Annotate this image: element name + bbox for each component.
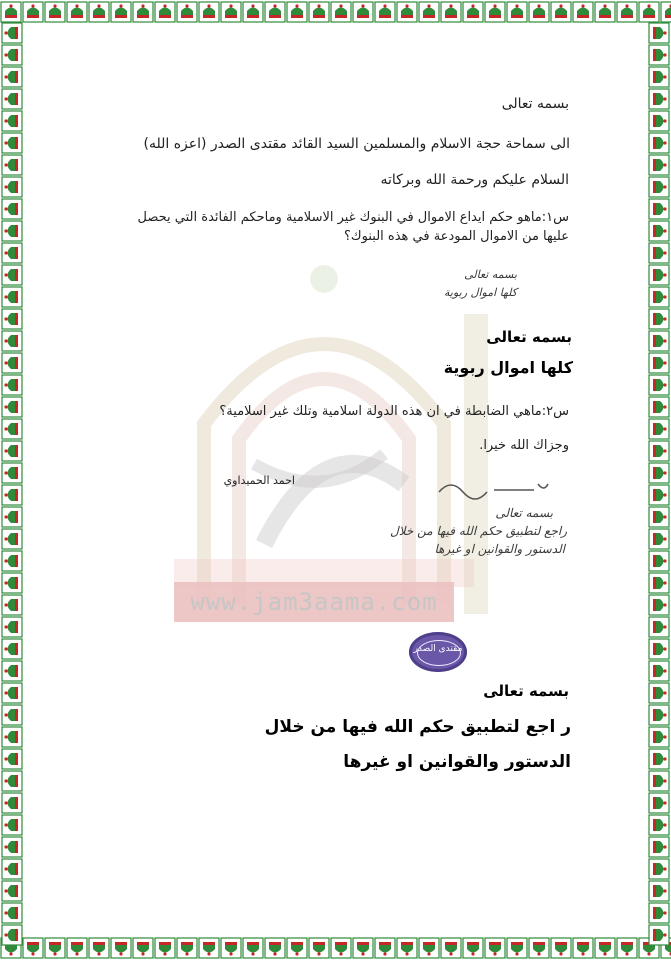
border-tile bbox=[440, 1, 462, 23]
border-tile bbox=[1, 286, 23, 308]
border-tile bbox=[648, 550, 670, 572]
border-tile bbox=[1, 198, 23, 220]
border-tile bbox=[1, 792, 23, 814]
border-tile bbox=[154, 937, 176, 959]
answer-2-typed-basmala: بسمه تعالى bbox=[483, 682, 569, 700]
border-tile bbox=[374, 937, 396, 959]
border-tile bbox=[286, 1, 308, 23]
border-tile bbox=[648, 528, 670, 550]
answer-1-typed-text: كلها اموال ربوية bbox=[443, 358, 573, 377]
border-tile bbox=[648, 418, 670, 440]
answer-2-handwritten-line-1: راجع لتطبيق حكم الله فيها من خلال bbox=[389, 524, 567, 538]
border-tile bbox=[648, 660, 670, 682]
border-tile bbox=[308, 1, 330, 23]
border-tile bbox=[22, 937, 44, 959]
question-2: س٢:ماهي الضابطة في ان هذه الدولة اسلامية وتلك غير اسلامية؟ bbox=[219, 404, 569, 419]
border-tile bbox=[110, 1, 132, 23]
border-tile bbox=[648, 286, 670, 308]
border-tile bbox=[528, 1, 550, 23]
border-tile bbox=[1, 572, 23, 594]
border-tile bbox=[132, 937, 154, 959]
border-tile bbox=[1, 110, 23, 132]
handwritten-scribble bbox=[434, 474, 554, 504]
border-tile bbox=[648, 924, 670, 946]
border-tile bbox=[648, 440, 670, 462]
border-tile bbox=[286, 937, 308, 959]
question-1-line-2: عليها من الاموال المودعة في هذه البنوك؟ bbox=[344, 229, 569, 244]
border-tile bbox=[1, 396, 23, 418]
border-tile bbox=[648, 858, 670, 880]
answer-2-handwritten-line-2: الدستور والقوانين او غيرها bbox=[434, 542, 565, 556]
border-tile bbox=[264, 1, 286, 23]
border-tile bbox=[1, 880, 23, 902]
border-tile bbox=[1, 748, 23, 770]
border-tile bbox=[648, 770, 670, 792]
border-tile bbox=[648, 198, 670, 220]
border-tile bbox=[1, 176, 23, 198]
border-tile bbox=[1, 220, 23, 242]
border-tile bbox=[396, 1, 418, 23]
border-tile bbox=[648, 594, 670, 616]
answer-2-typed-line-1: ر اجع لتطبيق حكم الله فيها من خلال bbox=[264, 717, 571, 737]
border-tile bbox=[1, 682, 23, 704]
letter-signature: احمد الحميداوي bbox=[223, 474, 295, 487]
border-tile bbox=[550, 1, 572, 23]
decorative-border-right bbox=[647, 0, 671, 960]
border-tile bbox=[648, 638, 670, 660]
border-tile bbox=[648, 396, 670, 418]
border-tile bbox=[1, 924, 23, 946]
question-1-line-1: س١:ماهو حكم ايداع الاموال في البنوك غير الاسلامية وماحكم الفائدة التي يحصل bbox=[137, 210, 569, 225]
border-tile bbox=[110, 937, 132, 959]
border-tile bbox=[594, 937, 616, 959]
border-tile bbox=[1, 22, 23, 44]
border-tile bbox=[1, 506, 23, 528]
border-tile bbox=[648, 814, 670, 836]
answer-1-typed-basmala: بسمه تعالى bbox=[486, 328, 572, 346]
border-tile bbox=[220, 1, 242, 23]
border-tile bbox=[648, 374, 670, 396]
border-tile bbox=[1, 462, 23, 484]
border-tile bbox=[88, 937, 110, 959]
border-tile bbox=[198, 1, 220, 23]
border-tile bbox=[648, 110, 670, 132]
border-tile bbox=[1, 528, 23, 550]
border-tile bbox=[648, 726, 670, 748]
border-tile bbox=[220, 937, 242, 959]
border-tile bbox=[308, 937, 330, 959]
border-tile bbox=[1, 836, 23, 858]
border-tile bbox=[264, 937, 286, 959]
border-tile bbox=[648, 176, 670, 198]
border-tile bbox=[648, 748, 670, 770]
seal-text: مقتدى الصدر bbox=[413, 644, 463, 654]
border-tile bbox=[1, 88, 23, 110]
border-tile bbox=[374, 1, 396, 23]
border-tile bbox=[132, 1, 154, 23]
border-tile bbox=[1, 44, 23, 66]
border-tile bbox=[1, 264, 23, 286]
border-tile bbox=[506, 1, 528, 23]
border-tile bbox=[1, 858, 23, 880]
decorative-border-top bbox=[0, 0, 671, 24]
watermark-url: www.jam3aama.com bbox=[174, 582, 454, 622]
letter-addressee: الى سماحة حجة الاسلام والمسلمين السيد القائد مقتدى الصدر (اعزه الله) bbox=[143, 136, 570, 152]
border-tile bbox=[1, 154, 23, 176]
border-tile bbox=[352, 937, 374, 959]
border-tile bbox=[1, 242, 23, 264]
letter-thanks: وجزاك الله خيرا. bbox=[479, 438, 569, 453]
border-tile bbox=[66, 1, 88, 23]
border-tile bbox=[1, 638, 23, 660]
border-tile bbox=[648, 682, 670, 704]
border-tile bbox=[648, 154, 670, 176]
border-tile bbox=[418, 1, 440, 23]
border-tile bbox=[462, 1, 484, 23]
border-tile bbox=[1, 704, 23, 726]
border-tile bbox=[1, 418, 23, 440]
border-tile bbox=[418, 937, 440, 959]
border-tile bbox=[648, 308, 670, 330]
border-tile bbox=[176, 1, 198, 23]
border-tile bbox=[648, 220, 670, 242]
answer-1-handwritten-text: كلها اموال ربوية bbox=[444, 286, 517, 299]
border-tile bbox=[648, 484, 670, 506]
border-tile bbox=[648, 506, 670, 528]
border-tile bbox=[648, 44, 670, 66]
official-seal bbox=[409, 632, 467, 672]
letter-basmala: بسمه تعالى bbox=[501, 96, 569, 112]
border-tile bbox=[572, 1, 594, 23]
border-tile bbox=[1, 484, 23, 506]
answer-2-handwritten-basmala: بسمه تعالى bbox=[495, 506, 553, 520]
border-tile bbox=[154, 1, 176, 23]
border-tile bbox=[1, 374, 23, 396]
border-tile bbox=[440, 937, 462, 959]
border-tile bbox=[1, 550, 23, 572]
border-tile bbox=[242, 1, 264, 23]
border-tile bbox=[1, 330, 23, 352]
border-tile bbox=[616, 1, 638, 23]
border-tile bbox=[1, 594, 23, 616]
border-tile bbox=[648, 836, 670, 858]
border-tile bbox=[1, 66, 23, 88]
border-tile bbox=[1, 132, 23, 154]
border-tile bbox=[648, 704, 670, 726]
border-tile bbox=[484, 1, 506, 23]
border-tile bbox=[648, 792, 670, 814]
answer-1-handwritten-basmala: بسمه تعالى bbox=[464, 268, 517, 281]
border-tile bbox=[22, 1, 44, 23]
border-tile bbox=[1, 902, 23, 924]
border-tile bbox=[648, 572, 670, 594]
border-tile bbox=[594, 1, 616, 23]
border-tile bbox=[66, 937, 88, 959]
border-tile bbox=[648, 88, 670, 110]
border-tile bbox=[1, 770, 23, 792]
border-tile bbox=[242, 937, 264, 959]
watermark-url-box bbox=[174, 582, 454, 622]
border-tile bbox=[396, 937, 418, 959]
border-tile bbox=[1, 352, 23, 374]
decorative-border-bottom bbox=[0, 936, 671, 960]
border-tile bbox=[648, 132, 670, 154]
border-tile bbox=[648, 902, 670, 924]
border-tile bbox=[1, 616, 23, 638]
border-tile bbox=[44, 937, 66, 959]
border-tile bbox=[330, 937, 352, 959]
border-tile bbox=[484, 937, 506, 959]
border-tile bbox=[648, 66, 670, 88]
border-tile bbox=[528, 937, 550, 959]
border-tile bbox=[330, 1, 352, 23]
border-tile bbox=[1, 814, 23, 836]
border-tile bbox=[1, 440, 23, 462]
answer-2-typed-line-2: الدستور والقوانين او غيرها bbox=[343, 752, 571, 772]
border-tile bbox=[506, 937, 528, 959]
border-tile bbox=[1, 726, 23, 748]
decorative-border-left bbox=[0, 0, 24, 960]
border-tile bbox=[550, 937, 572, 959]
border-tile bbox=[1, 308, 23, 330]
border-tile bbox=[648, 330, 670, 352]
border-tile bbox=[648, 22, 670, 44]
border-tile bbox=[1, 660, 23, 682]
border-tile bbox=[648, 242, 670, 264]
border-tile bbox=[648, 880, 670, 902]
border-tile bbox=[616, 937, 638, 959]
border-tile bbox=[352, 1, 374, 23]
border-tile bbox=[648, 264, 670, 286]
border-tile bbox=[572, 937, 594, 959]
border-tile bbox=[648, 616, 670, 638]
letter-greeting: السلام عليكم ورحمة الله وبركاته bbox=[380, 172, 569, 188]
border-tile bbox=[462, 937, 484, 959]
border-tile bbox=[198, 937, 220, 959]
border-tile bbox=[44, 1, 66, 23]
border-tile bbox=[176, 937, 198, 959]
border-tile bbox=[88, 1, 110, 23]
border-tile bbox=[648, 352, 670, 374]
border-tile bbox=[648, 462, 670, 484]
letter-page bbox=[24, 24, 647, 936]
